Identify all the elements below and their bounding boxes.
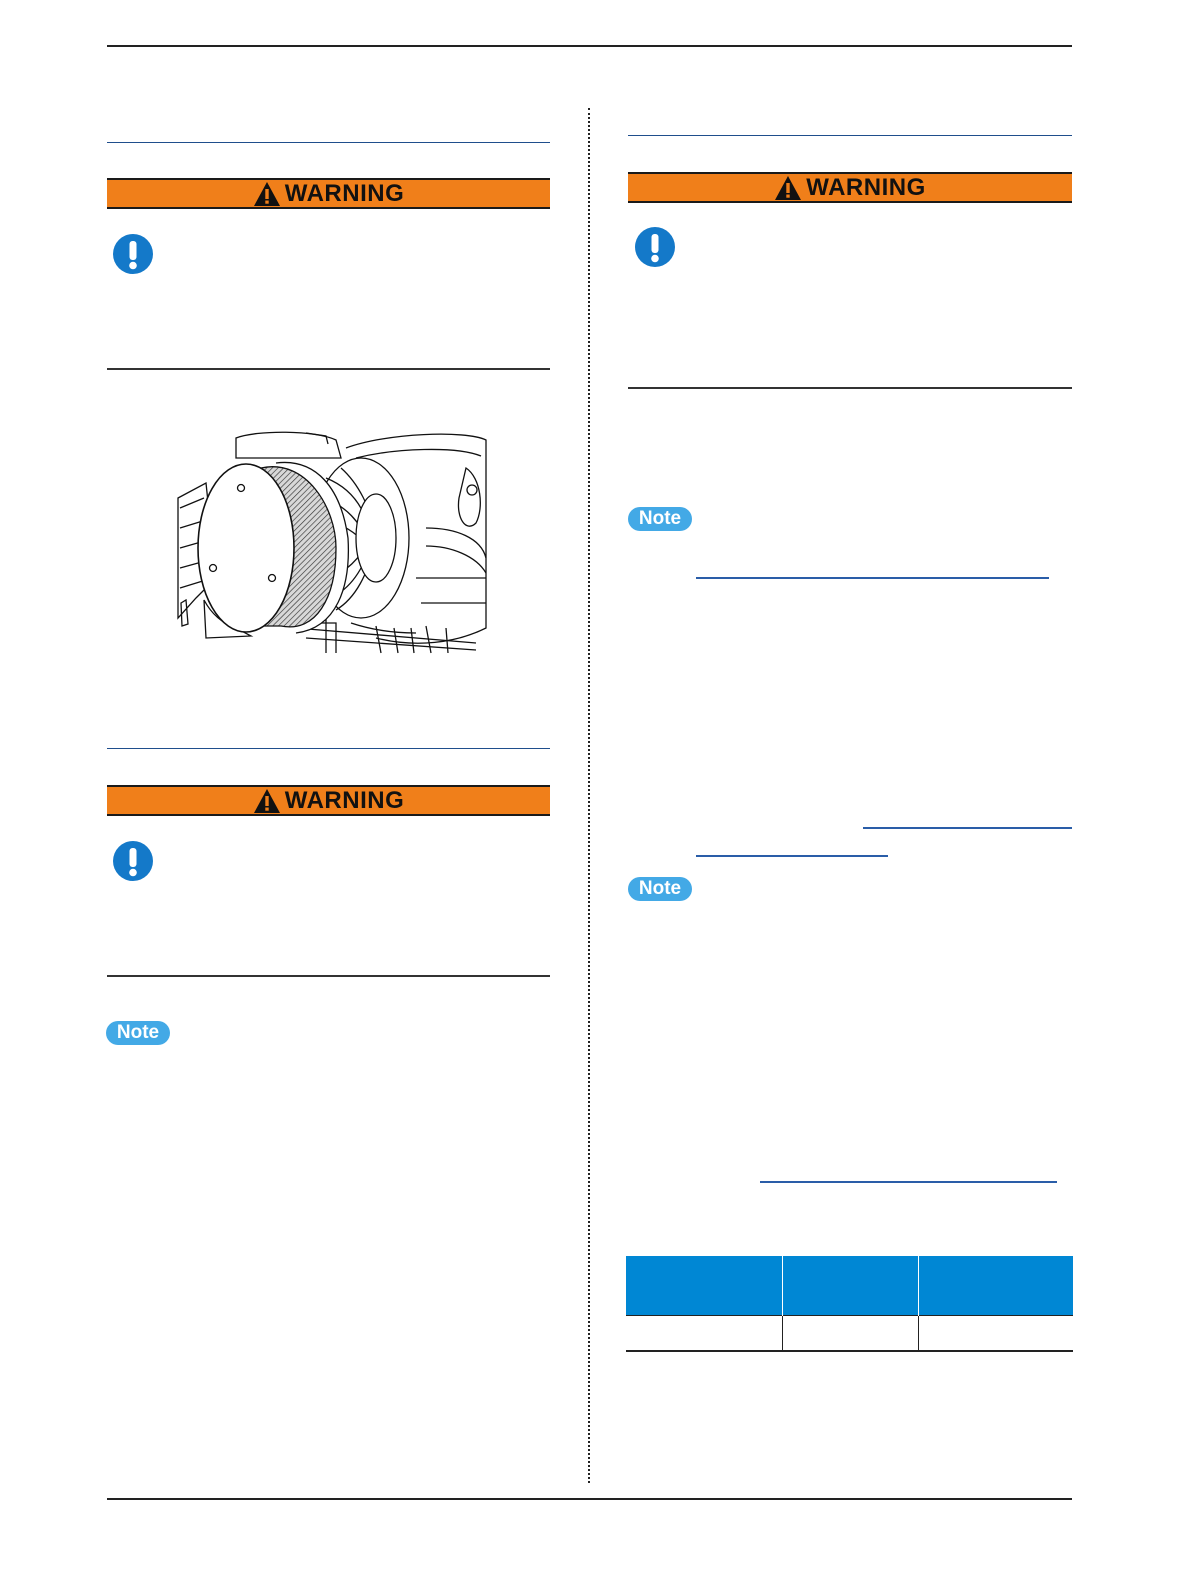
spec-table: [626, 1256, 1073, 1352]
section-rule: [107, 748, 550, 749]
warning-end-rule: [107, 975, 550, 977]
bottom-rule: [107, 1498, 1072, 1500]
table-cell: [626, 1316, 782, 1352]
warning-label: WARNING: [284, 786, 405, 814]
cross-reference-link[interactable]: [760, 1181, 1057, 1183]
warning-end-rule: [107, 368, 550, 370]
air-cleaner-turbocharger-illustration: [176, 428, 488, 656]
note-badge: Note: [628, 507, 692, 531]
table-cell: [782, 1316, 918, 1352]
warning-triangle-icon: [774, 175, 802, 201]
warning-triangle-icon: [253, 788, 281, 814]
note-badge: Note: [628, 877, 692, 901]
table-header-row: [626, 1256, 1073, 1316]
warning-banner: [107, 785, 550, 816]
warning-triangle-icon: [253, 181, 281, 207]
cross-reference-link[interactable]: [863, 827, 1072, 829]
table-header-cell: [782, 1256, 918, 1316]
table-cell: [918, 1316, 1073, 1352]
column-divider: [588, 108, 590, 1483]
cross-reference-link[interactable]: [696, 577, 1049, 579]
warning-banner: [628, 172, 1072, 203]
warning-label: WARNING: [806, 173, 926, 201]
table-row: [626, 1316, 1073, 1352]
exclamation-circle-icon: [112, 233, 154, 275]
section-rule: [628, 135, 1072, 136]
exclamation-circle-icon: [634, 226, 676, 268]
section-rule: [107, 142, 550, 143]
table-header-cell: [918, 1256, 1073, 1316]
note-badge: Note: [106, 1021, 170, 1045]
warning-end-rule: [628, 387, 1072, 389]
top-rule: [107, 45, 1072, 47]
cross-reference-link[interactable]: [696, 855, 888, 857]
table-header-cell: [626, 1256, 782, 1316]
warning-banner: [107, 178, 550, 209]
warning-label: WARNING: [284, 179, 405, 207]
exclamation-circle-icon: [112, 840, 154, 882]
